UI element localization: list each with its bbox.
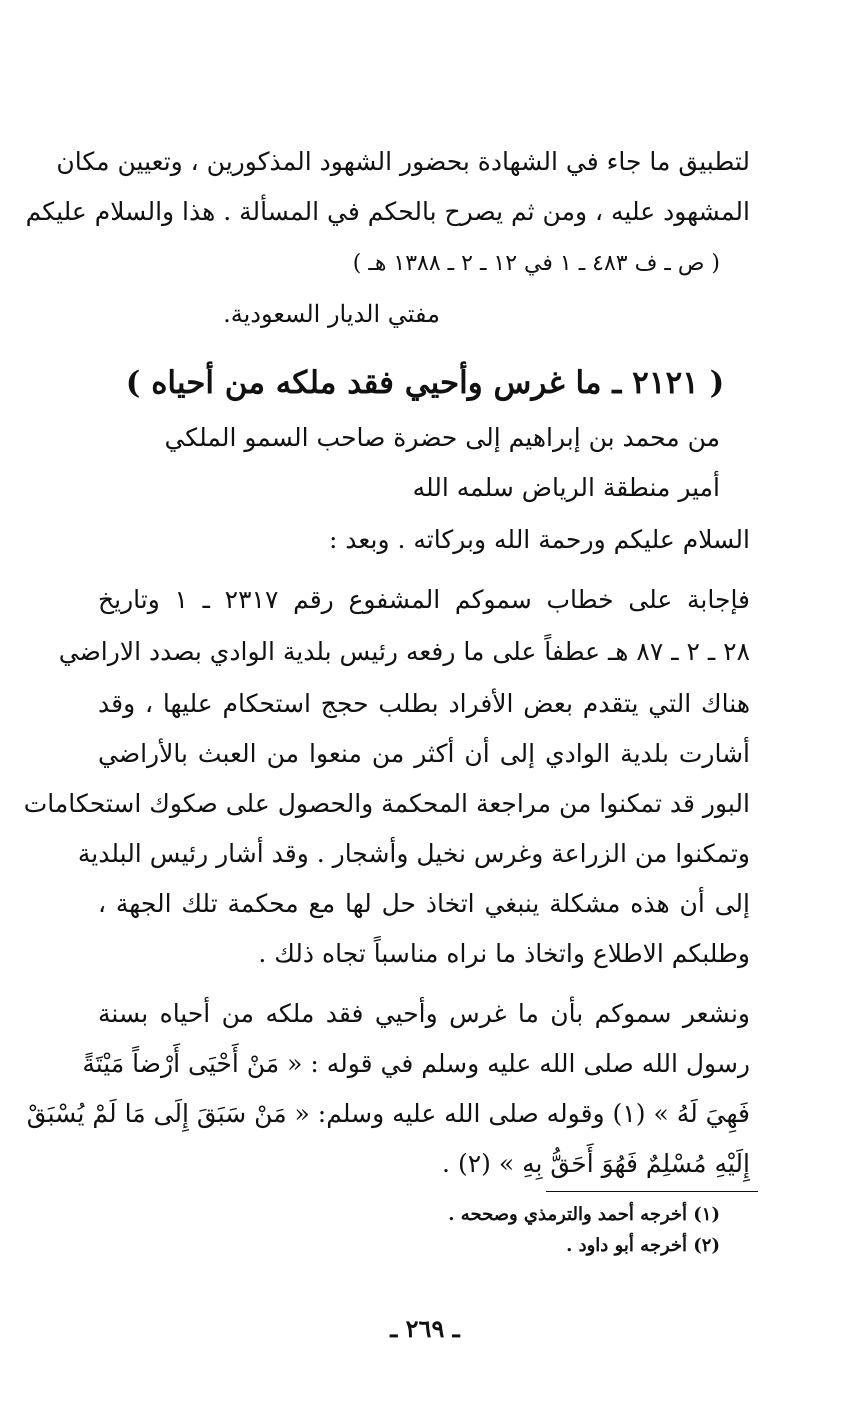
- body-line-8: وطلبكم الاطلاع واتخاذ ما نراه مناسباً تجاه ذلك .: [258, 939, 750, 968]
- para2-line-1: ونشعر سموكم بأن ما غرس وأحيي فقد ملكه من أحياه بسنة: [98, 999, 751, 1028]
- body-line-7: إلى أن هذه مشكلة ينبغي اتخاذ حل لها مع محكمة تلك الجهة ،: [98, 889, 750, 918]
- body-line-1: فإجابة على خطاب سموكم المشفوع رقم ٢٣١٧ ـ ١ وتاريخ: [98, 585, 751, 614]
- address-line-1: من محمد بن إبراهيم إلى حضرة صاحب السمو الملكي: [164, 423, 720, 452]
- intro-line-1: لتطبيق ما جاء في الشهادة بحضور الشهود المذكورين ، وتعيين مكان: [56, 147, 750, 176]
- section-heading: ( ٢١٢١ ـ ما غرس وأحيي فقد ملكه من أحياه ): [125, 365, 725, 401]
- footnote-1: (١) أخرجه أحمد والترمذي وصححه .: [448, 1204, 720, 1225]
- greeting-line: السلام عليكم ورحمة الله وبركاته . وبعد :: [328, 525, 750, 554]
- body-line-2: ٢٨ ـ ٢ ـ ٨٧ هـ عطفاً على ما رفعه رئيس بلدية الوادي بصدد الاراضي: [58, 637, 750, 666]
- para2-line-4: إِلَيْهِ مُسْلِمٌ فَهُوَ أَحَقُّ بِهِ » (٢) .: [442, 1149, 750, 1178]
- intro-line-2: المشهود عليه ، ومن ثم يصرح بالحكم في المسألة . هذا والسلام عليكم: [25, 197, 750, 226]
- body-line-4: أشارت بلدية الوادي إلى أن أكثر من منعوا من العبث بالأراضي: [98, 739, 750, 768]
- address-line-2: أمير منطقة الرياض سلمه الله: [412, 473, 720, 502]
- footnote-2: (٢) أخرجه أبو داود .: [566, 1235, 720, 1256]
- body-line-6: وتمكنوا من الزراعة وغرس نخيل وأشجار . وقد أشار رئيس البلدية: [77, 839, 750, 868]
- para2-line-2: رسول الله صلى الله عليه وسلم في قوله : « مَنْ أَحْيَى أَرْضاً مَيْتَةً: [82, 1049, 750, 1078]
- signature-line: مفتي الديار السعودية.: [223, 300, 440, 328]
- body-line-3: هناك التي يتقدم بعض الأفراد بطلب حجج استحكام عليها ، وقد: [98, 689, 750, 718]
- page-number: ـ ٢٦٩ ـ: [390, 1314, 460, 1343]
- footnote-separator: [546, 1191, 758, 1192]
- reference-line: ( ص ـ ف ٤٨٣ ـ ١ في ١٢ ـ ٢ ـ ١٣٨٨ هـ ): [352, 251, 720, 276]
- body-line-5: البور قد تمكنوا من مراجعة المحكمة والحصول على صكوك استحكامات: [23, 789, 750, 818]
- para2-line-3: فَهِيَ لَهُ » (١) وقوله صلى الله عليه وسلم: « مَنْ سَبَقَ إِلَى مَا لَمْ يُسْبَقْ: [26, 1099, 750, 1128]
